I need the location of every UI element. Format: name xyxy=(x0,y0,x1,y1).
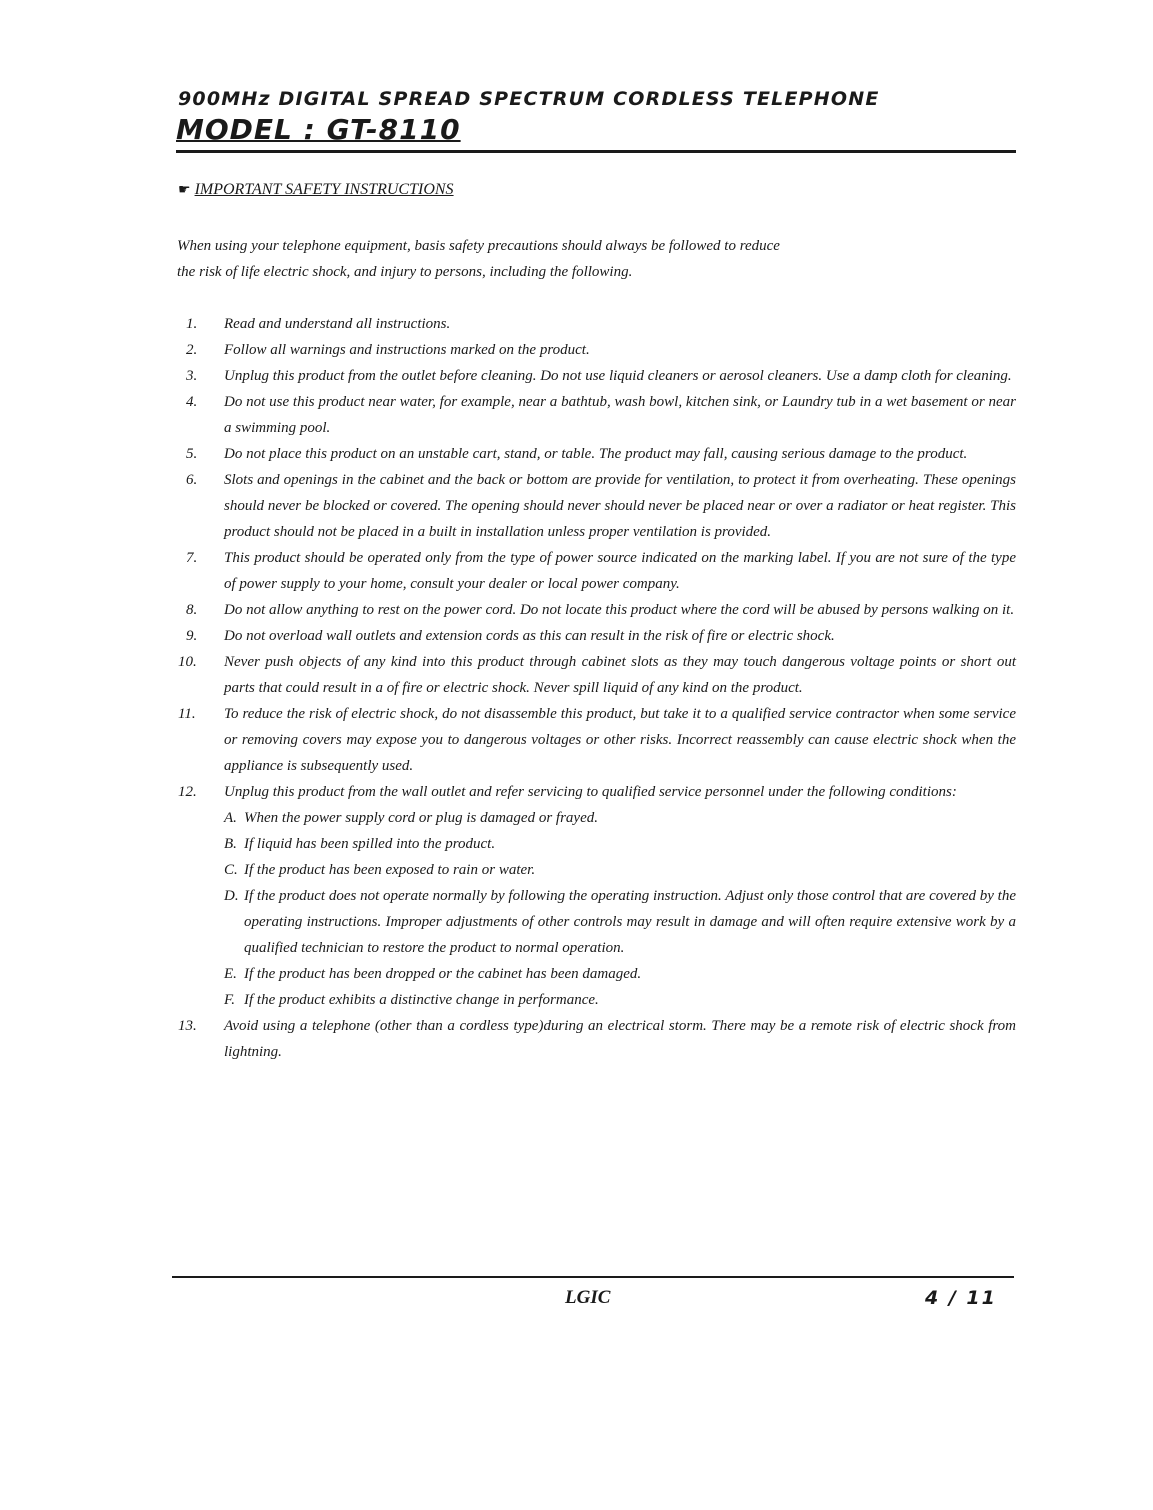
safety-instructions-list xyxy=(178,311,1016,1065)
sub-letter: F. xyxy=(224,992,235,1008)
sublist-item xyxy=(224,961,1016,987)
sublist-item xyxy=(224,831,1016,857)
list-item xyxy=(186,363,1016,389)
item-text: Slots and openings in the cabinet and the back or bottom are provide for ventilation, to protect it from overheating. These openings should never be blocked or covered. The opening should never should never be placed near or over a radiator or heat register. This product should not be placed in a built in installation unless proper ventilation is provided. xyxy=(224,472,1016,540)
item-number: 5. xyxy=(186,446,198,462)
sub-letter: E. xyxy=(224,966,237,982)
intro-line: When using your telephone equipment, basis safety precautions should always be followed to reduce xyxy=(177,238,780,254)
sub-text: If the product has been dropped or the cabinet has been damaged. xyxy=(244,966,642,982)
item-number: 1. xyxy=(186,316,198,332)
pointing-hand-icon: ☛ xyxy=(178,183,191,198)
item-text: Do not overload wall outlets and extension cords as this can result in the risk of fire or electric shock. xyxy=(224,628,835,644)
item-number: 4. xyxy=(186,394,198,410)
item-number: 3. xyxy=(186,368,198,384)
section-heading xyxy=(178,181,454,199)
item-number: 11. xyxy=(178,706,196,722)
sub-letter: C. xyxy=(224,862,238,878)
sub-text: If liquid has been spilled into the product. xyxy=(244,836,496,852)
item-text: To reduce the risk of electric shock, do not disassemble this product, but take it to a qualified service contractor when some service or removing covers may expose you to dangerous voltages or other risks. Incorrect reassembly can cause electric shock when the appliance is subsequently used. xyxy=(224,706,1016,774)
intro-line: the risk of life electric shock, and injury to persons, including the following. xyxy=(177,264,633,280)
item-text: Do not allow anything to rest on the power cord. Do not locate this product where the cord will be abused by persons walking on it. xyxy=(224,602,1015,618)
sub-text: If the product has been exposed to rain or water. xyxy=(244,862,536,878)
item-number: 2. xyxy=(186,342,198,358)
sub-letter: D. xyxy=(224,888,239,904)
item-number: 6. xyxy=(186,472,198,488)
section-heading-text: IMPORTANT SAFETY INSTRUCTIONS xyxy=(194,181,454,198)
sub-text: If the product does not operate normally by following the operating instruction. Adjust only those control that are covered by the operating instructions. Improper adjustments of other controls may result in damage and will often require extensive work by a qualified technician to restore the product to normal operation. xyxy=(244,888,1016,956)
item-number: 12. xyxy=(178,784,197,800)
list-item xyxy=(186,545,1016,597)
item-number: 8. xyxy=(186,602,198,618)
sublist-item xyxy=(224,883,1016,961)
footer-rule xyxy=(172,1276,1014,1278)
item-text: Follow all warnings and instructions marked on the product. xyxy=(224,342,590,358)
item-text: Read and understand all instructions. xyxy=(224,316,451,332)
item-number: 10. xyxy=(178,654,197,670)
item-number: 13. xyxy=(178,1018,197,1034)
item-text: Do not use this product near water, for example, near a bathtub, wash bowl, kitchen sink, or Laundry tub in a wet basement or near a swimming pool. xyxy=(224,394,1016,436)
list-item xyxy=(178,1013,1016,1065)
sub-text: When the power supply cord or plug is damaged or frayed. xyxy=(244,810,598,826)
sub-letter: A. xyxy=(224,810,237,826)
list-item xyxy=(186,311,1016,337)
list-item xyxy=(178,779,1016,1013)
list-item xyxy=(186,597,1016,623)
item-text: Unplug this product from the outlet before cleaning. Do not use liquid cleaners or aerosol cleaners. Use a damp cloth for cleaning. xyxy=(224,368,1012,384)
list-item xyxy=(186,337,1016,363)
sublist-item xyxy=(224,805,1016,831)
item-text: Avoid using a telephone (other than a cordless type)during an electrical storm. There may be a remote risk of electric shock from lightning. xyxy=(224,1018,1016,1060)
sublist-item xyxy=(224,857,1016,883)
sub-letter: B. xyxy=(224,836,237,852)
item-text: Never push objects of any kind into this product through cabinet slots as they may touch dangerous voltage points or short out parts that could result in a of fire or electric shock. Never spill liquid of any kind on the product. xyxy=(224,654,1016,696)
document-title: 900MHz DIGITAL SPREAD SPECTRUM CORDLESS TELEPHONE xyxy=(178,88,880,110)
page-number: 4 / 11 xyxy=(925,1287,997,1309)
model-label: MODEL : GT-8110 xyxy=(176,113,461,146)
item-number: 9. xyxy=(186,628,198,644)
item-number: 7. xyxy=(186,550,198,566)
list-item xyxy=(186,389,1016,441)
header-rule xyxy=(176,150,1016,153)
conditions-sublist xyxy=(224,805,1016,1013)
item-text: Do not place this product on an unstable cart, stand, or table. The product may fall, causing serious damage to the product. xyxy=(224,446,968,462)
item-text: Unplug this product from the wall outlet and refer servicing to qualified service personnel under the following conditions: xyxy=(224,784,957,800)
list-item xyxy=(186,467,1016,545)
model-number xyxy=(176,113,461,146)
intro-paragraph xyxy=(177,233,897,285)
sub-text: If the product exhibits a distinctive change in performance. xyxy=(244,992,599,1008)
list-item xyxy=(178,701,1016,779)
list-item xyxy=(186,441,1016,467)
list-item xyxy=(186,623,1016,649)
company-logo: LGIC xyxy=(565,1287,611,1308)
list-item xyxy=(178,649,1016,701)
sublist-item xyxy=(224,987,1016,1013)
item-text: This product should be operated only from the type of power source indicated on the marking label. If you are not sure of the type of power supply to your home, consult your dealer or local power company. xyxy=(224,550,1016,592)
